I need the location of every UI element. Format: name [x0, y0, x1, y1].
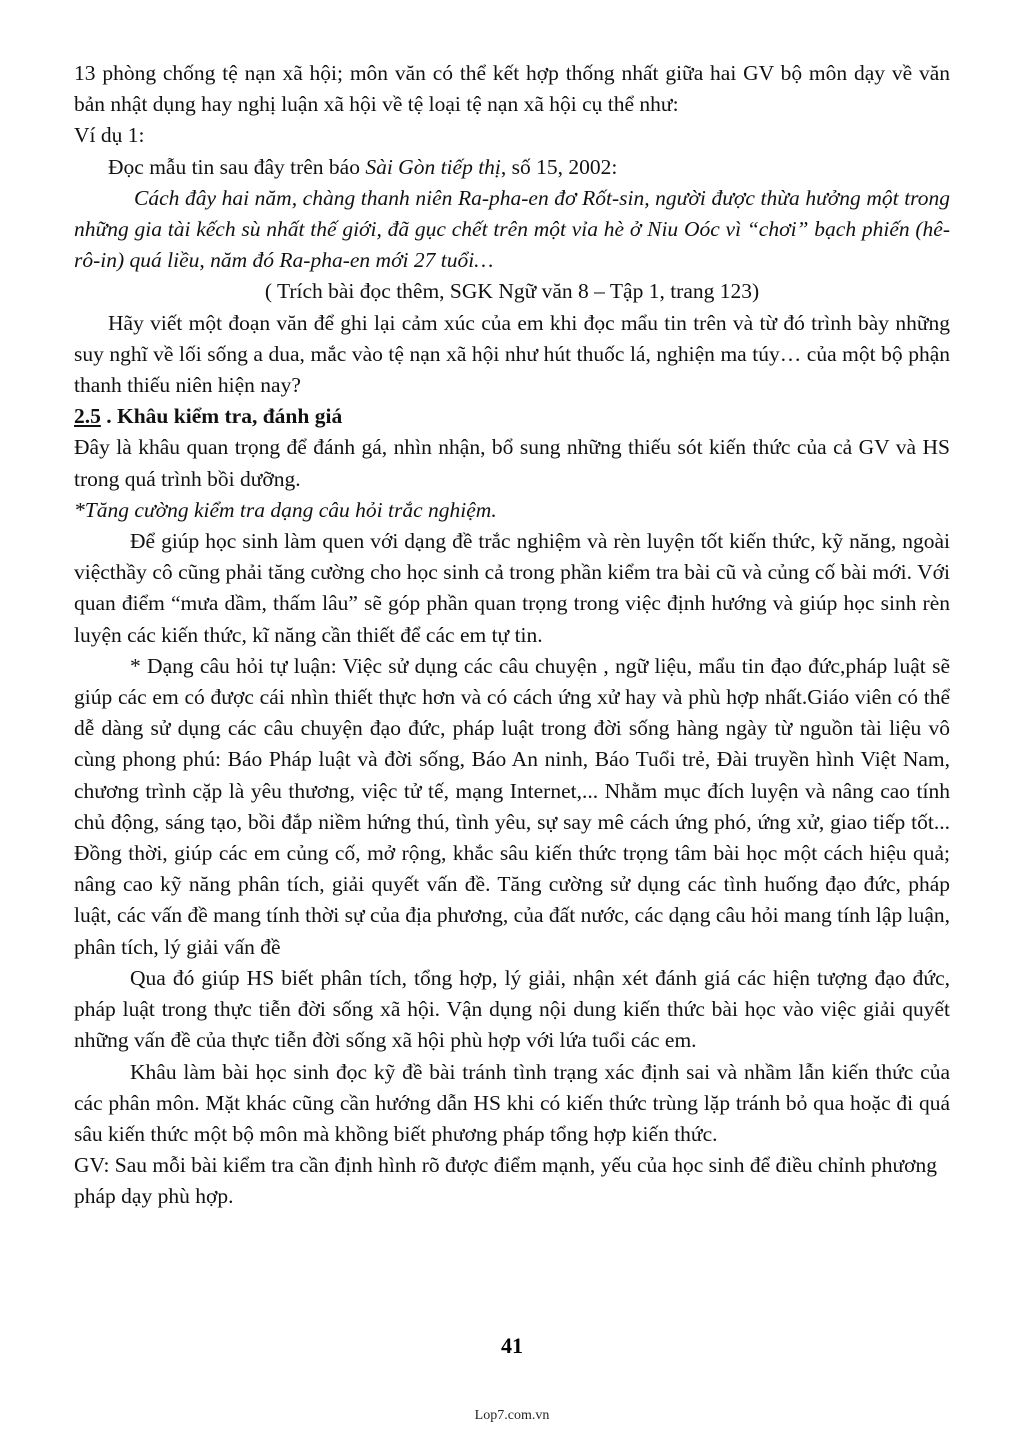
paragraph-task: Hãy viết một đoạn văn để ghi lại cảm xúc của em khi đọc mẩu tin trên và từ đó trình bày những suy nghĩ về lối sống a dua, mắc vào tệ nạn xã hội như hút thuốc lá, nghiện ma túy… của một bộ phận thanh thiếu niên hiện nay? [74, 310, 950, 398]
paragraph-teacher-note: GV: Sau mỗi bài kiểm tra cần định hình rõ được điểm mạnh, yếu của học sinh để điều chỉnh phương pháp dạy phù hợp. [74, 1153, 938, 1209]
section-title: . Khâu kiểm tra, đánh giá [100, 404, 343, 429]
paragraph-source [74, 152, 950, 183]
source-text-c: , số 15, 2002: [500, 154, 618, 179]
paragraph-assessment: Đây là khâu quan trọng để đánh gá, nhìn nhận, bổ sung những thiếu sót kiến thức của cả GV và HS trong quá trình bồi dưỡng. [74, 435, 950, 491]
paragraph-essay-questions: * Dạng câu hỏi tự luận: Việc sử dụng các câu chuyện , ngữ liệu, mẩu tin đạo đức,pháp luật sẽ giúp các em có được cái nhìn thiết thực hơn và có cách ứng xử hay và phù hợp nhất.Giáo viên có thể dễ dàng sử dụng các câu chuyện đạo đức, pháp luật trong đời sống hàng ngày từ nguồn tài liệu vô cùng phong phú: Báo Pháp luật và đời sống, Báo An ninh, Báo Tuổi trẻ, Đài truyền hình Việt Nam, chương trình cặp là yêu thương, việc tử tế, mạng Internet,... Nhằm mục đích luyện và nâng cao tính chủ động, sáng tạo, bồi đắp niềm hứng thú, tình yêu, sự say mê cách ứng phó, ứng xử, giao tiếp tốt... Đồng thời, giúp các em củng cố, mở rộng, khắc sâu kiến thức trọng tâm bài học một cách hiệu quả; nâng cao kỹ năng phân tích, giải quyết vấn đề. Tăng cường sử dụng các tình huống đạo đức, pháp luật, các vấn đề mang tính thời sự của địa phương, của đất nước, các dạng câu hỏi mang tính lập luận, phân tích, lý giải vấn đề [74, 653, 950, 959]
footer-site: Lop7.com.vn [474, 1408, 550, 1423]
section-number: 2.5 [74, 404, 101, 429]
paragraph-multiple-choice: Để giúp học sinh làm quen với dạng đề trắc nghiệm và rèn luyện tốt kiến thức, kỹ năng, ngoài việcthầy cô cũng phải tăng cường cho học sinh cả trong phần kiểm tra bài cũ và củng cố bài mới. Với quan điểm “mưa dầm, thấm lâu” sẽ góp phần quan trọng trong việc định hướng và giúp học sinh rèn luyện các kiến thức, kĩ năng cần thiết để các em tự tin. [74, 529, 950, 647]
example-label: Ví dụ 1: [74, 123, 145, 148]
page-number: 41 [501, 1333, 523, 1358]
newspaper-name: Sài Gòn tiếp thị [365, 154, 501, 179]
citation: ( Trích bài đọc thêm, SGK Ngữ văn 8 – Tập 1, trang 123) [264, 279, 760, 304]
news-quote: Cách đây hai năm, chàng thanh niên Ra-pha-en đơ Rốt-sin, người được thừa hưởng một trong những gia tài kếch sù nhất thế giới, đã gục chết trên một vỉa hè ở Niu Oóc vì “chơi” bạch phiến (hê-rô-in) quá liều, năm đó Ra-pha-en mới 27 tuổi… [74, 185, 950, 273]
document-body [74, 58, 950, 1213]
paragraph-analysis: Qua đó giúp HS biết phân tích, tổng hợp, lý giải, nhận xét đánh giá các hiện tượng đạo đức, pháp luật trong thực tiễn đời sống xã hội. Vận dụng nội dung kiến thức bài học vào việc giải quyết những vấn đề của thực tiễn đời sống xã hội phù hợp với lứa tuổi các em. [74, 965, 950, 1053]
paragraph-intro: 13 phòng chống tệ nạn xã hội; môn văn có thể kết hợp thống nhất giữa hai GV bộ môn dạy về văn bản nhật dụng hay nghị luận xã hội về tệ loại tệ nạn xã hội cụ thể như: [74, 61, 950, 117]
paragraph-exam-work: Khâu làm bài học sinh đọc kỹ đề bài tránh tình trạng xác định sai và nhầm lẫn kiến thức của các phân môn. Mặt khác cũng cần hướng dẫn HS khi có kiến thức trùng lặp tránh bỏ qua hoặc đi quá sâu kiến thức một bộ môn mà khồng biết phương pháp tổng hợp kiến thức. [74, 1059, 950, 1146]
section-heading [74, 401, 950, 432]
source-text-a: Đọc mẫu tin sau đây trên báo [108, 154, 366, 179]
subheading-multiple-choice: *Tăng cường kiểm tra dạng câu hỏi trắc nghiệm. [74, 497, 497, 522]
